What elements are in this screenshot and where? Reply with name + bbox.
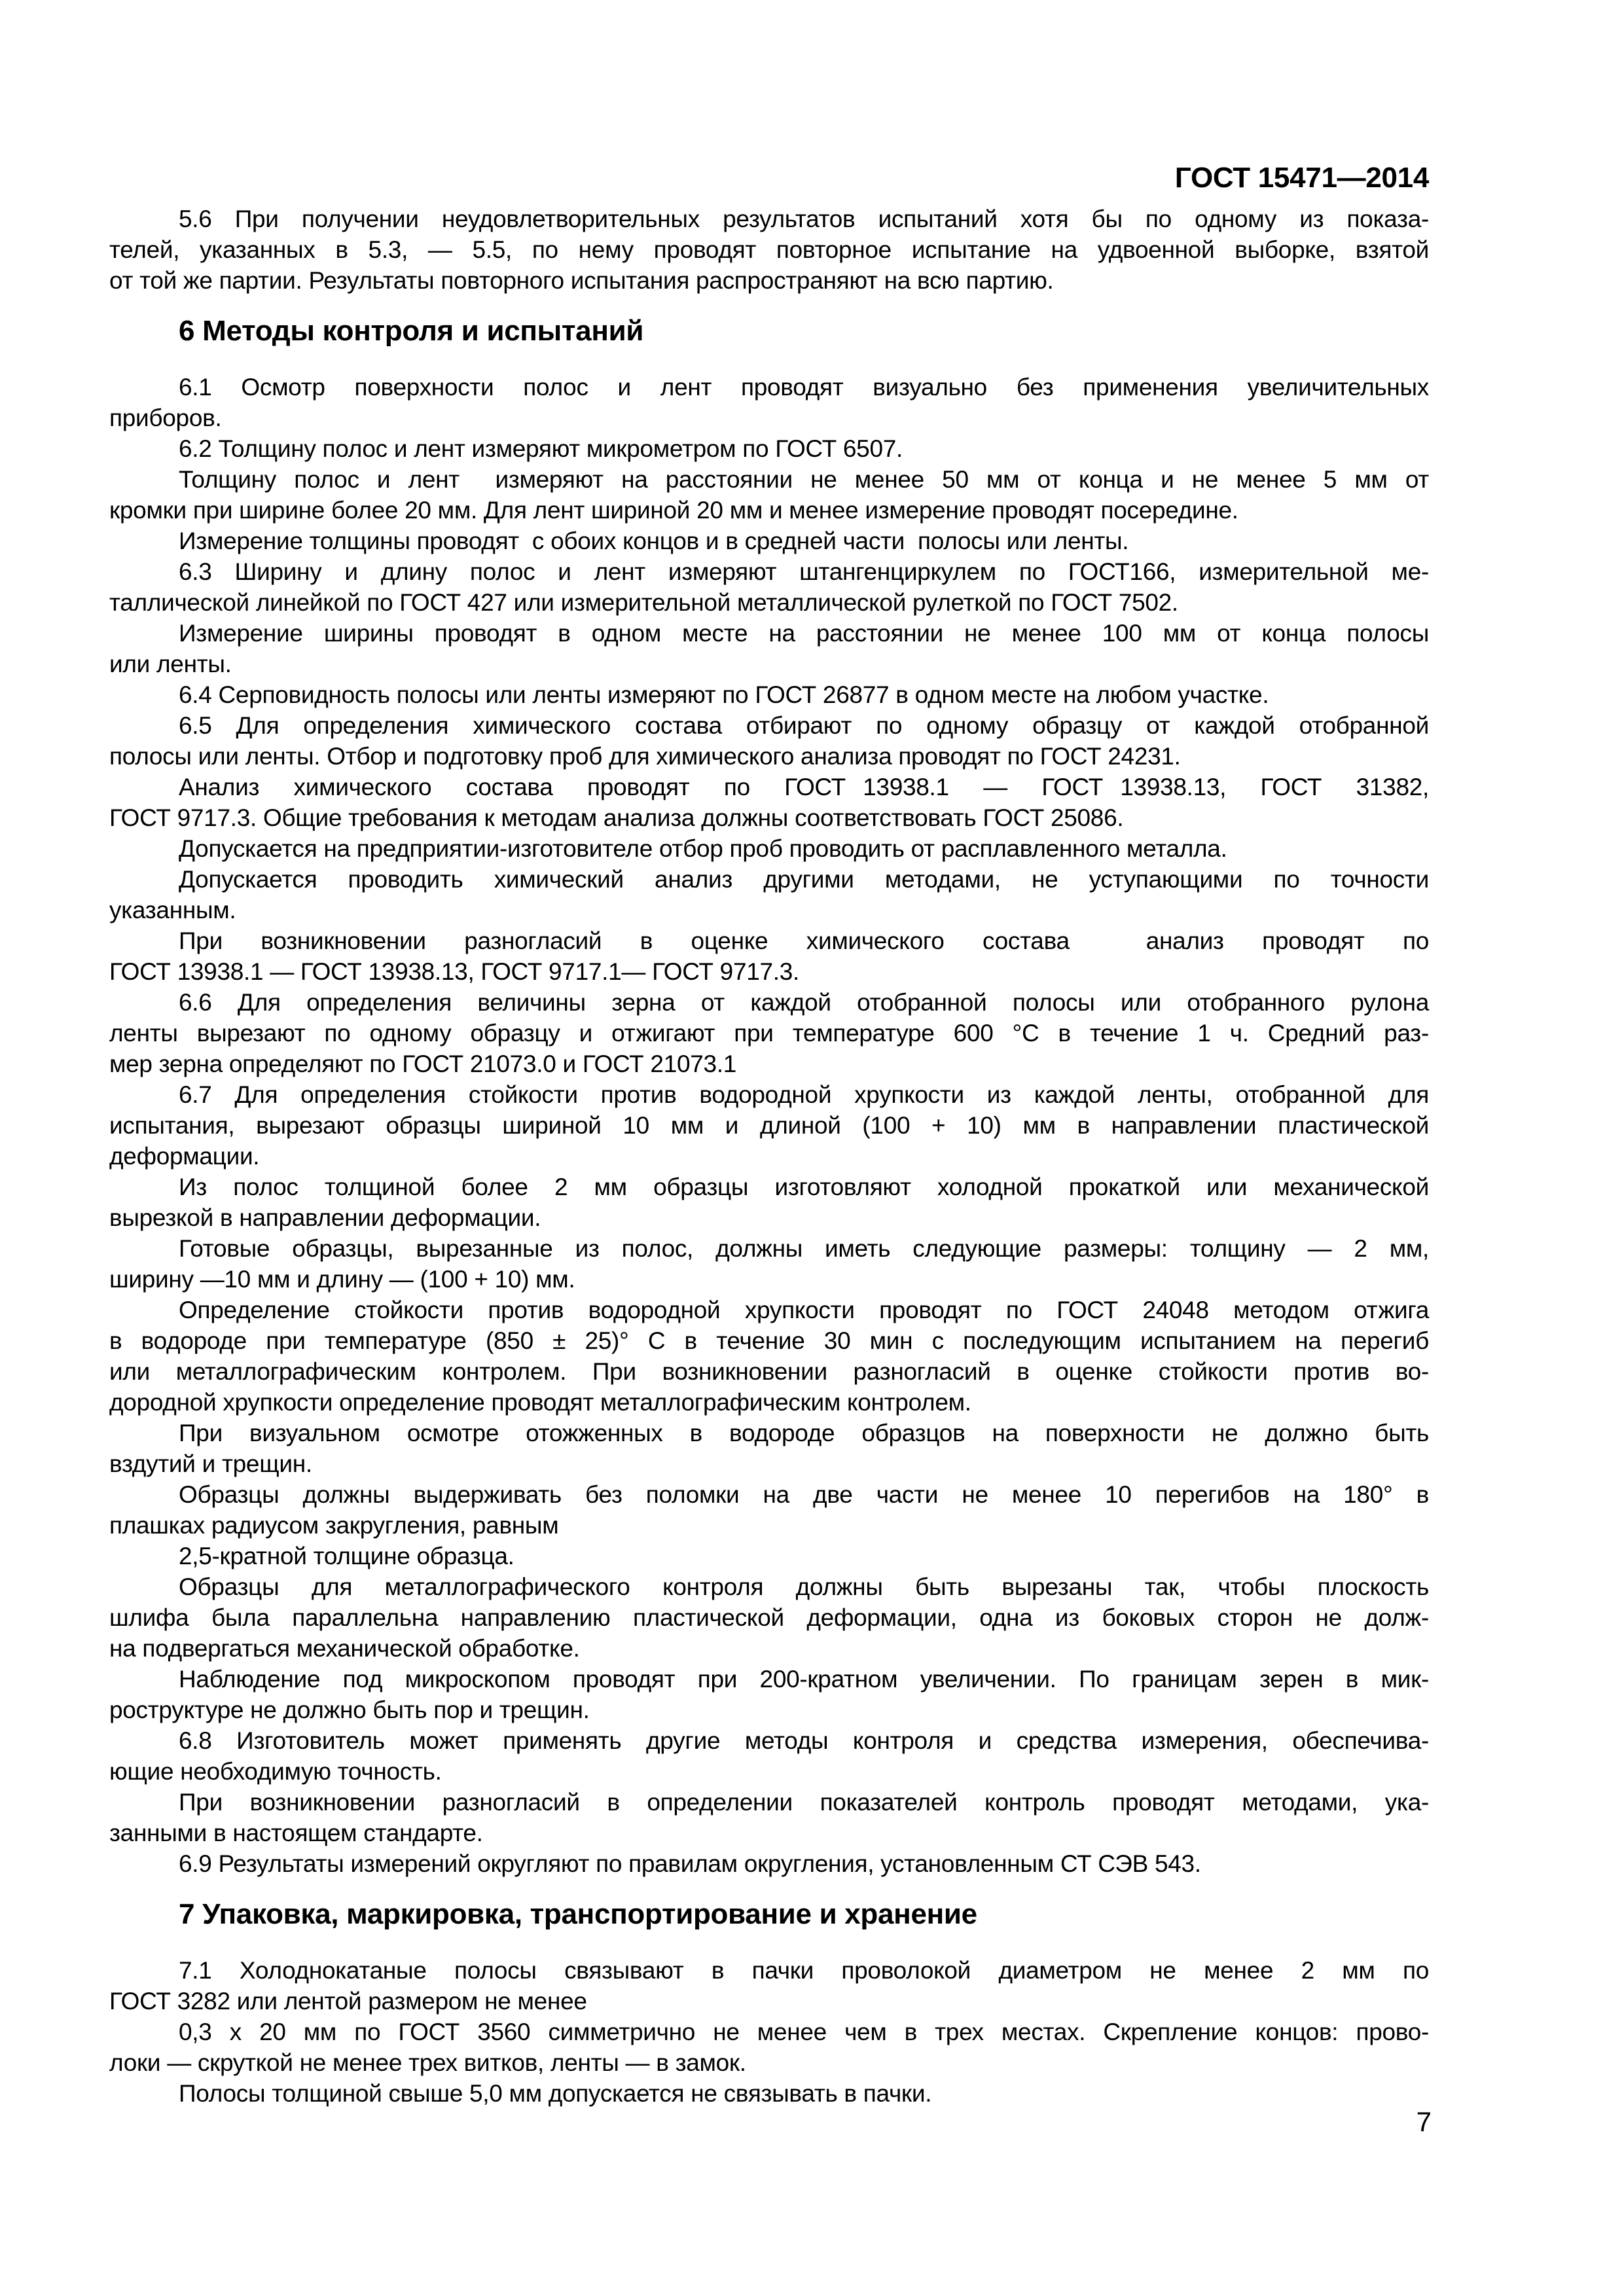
document-code-header: ГОСТ 15471—2014 bbox=[1174, 162, 1429, 194]
text-line: Измерение толщины проводят с обоих концов и в средней части полосы или ленты. bbox=[179, 528, 1129, 554]
paragraph bbox=[109, 1725, 1429, 1787]
paragraph bbox=[109, 1541, 1429, 1571]
text-line: 5.6 При получении неудовлетворительных результатов испытаний хотя бы по одному из показа- bbox=[179, 206, 1429, 232]
text-line: от той же партии. Результаты повторного испытания распространяют на всю партию. bbox=[109, 267, 1054, 294]
paragraph bbox=[109, 1079, 1429, 1172]
paragraph bbox=[109, 464, 1429, 526]
paragraph bbox=[109, 987, 1429, 1079]
text-line: 6.2 Толщину полос и лент измеряют микрометром по ГОСТ 6507. bbox=[179, 435, 903, 462]
text-line: занными в настоящем стандарте. bbox=[109, 1820, 483, 1846]
text-line: При возникновении разногласий в оценке химического состава анализ проводят по bbox=[179, 927, 1429, 954]
text-line: в водороде при температуре (850 ± 25)° С в течение 30 мин с последующим испытанием на перегиб bbox=[109, 1327, 1429, 1354]
text-line: 6.9 Результаты измерений округляют по правилам округления, установленным СТ СЭВ 543. bbox=[179, 1850, 1201, 1877]
text-line: 6.3 Ширину и длину полос и лент измеряют штангенциркулем по ГОСТ166, измерительной ме- bbox=[179, 558, 1429, 585]
paragraph bbox=[109, 833, 1429, 864]
text-line: локи — скруткой не менее трех витков, ленты — в замок. bbox=[109, 2049, 746, 2076]
text-line: Определение стойкости против водородной хрупкости проводят по ГОСТ 24048 методом отжига bbox=[179, 1297, 1429, 1323]
text-line: Анализ химического состава проводят по ГОСТ 13938.1 — ГОСТ 13938.13, ГОСТ 31382, bbox=[179, 774, 1429, 800]
text-line: ленты вырезают по одному образцу и отжигают при температуре 600 °С в течение 1 ч. Средний раз- bbox=[109, 1020, 1429, 1047]
text-line: испытания, вырезают образцы шириной 10 мм и длиной (100 + 10) мм в направлении пластической bbox=[109, 1112, 1429, 1139]
paragraph bbox=[109, 710, 1429, 772]
text-line: 2,5-кратной толщине образца. bbox=[179, 1543, 514, 1570]
text-line: полосы или ленты. Отбор и подготовку проб для химического анализа проводят по ГОСТ 24231. bbox=[109, 743, 1181, 770]
page-number: 7 bbox=[1416, 2106, 1432, 2137]
text-line: При возникновении разногласий в определении показателей контроль проводят методами, ука- bbox=[179, 1789, 1429, 1816]
text-line: Наблюдение под микроскопом проводят при 200-кратном увеличении. По границам зерен в мик- bbox=[179, 1666, 1429, 1693]
paragraph bbox=[109, 1955, 1429, 2017]
text-line: Измерение ширины проводят в одном месте на расстоянии не менее 100 мм от конца полосы bbox=[179, 620, 1429, 647]
text-line: плашках радиусом закругления, равным bbox=[109, 1512, 559, 1539]
paragraph bbox=[109, 772, 1429, 833]
text-line: 6.6 Для определения величины зерна от каждой отобранной полосы или отобранного рулона bbox=[179, 989, 1429, 1016]
page-content bbox=[109, 162, 1429, 2109]
text-line: Образцы для металлографического контроля должны быть вырезаны так, чтобы плоскость bbox=[179, 1573, 1429, 1600]
paragraph bbox=[109, 864, 1429, 925]
paragraph bbox=[109, 1295, 1429, 1418]
paragraph bbox=[109, 1418, 1429, 1479]
text-line: на подвергаться механической обработке. bbox=[109, 1635, 580, 1662]
paragraph bbox=[109, 372, 1429, 433]
paragraph bbox=[109, 433, 1429, 464]
section-heading bbox=[109, 313, 1429, 350]
text-line: 6 Методы контроля и испытаний bbox=[179, 315, 644, 347]
text-line: дородной хрупкости определение проводят металлографическим контролем. bbox=[109, 1389, 971, 1416]
text-line: Допускается проводить химический анализ другими методами, не уступающими по точности bbox=[179, 866, 1429, 893]
text-line: таллической линейкой по ГОСТ 427 или измерительной металлической рулеткой по ГОСТ 7502. bbox=[109, 589, 1178, 616]
text-line: Образцы должны выдерживать без поломки на две части не менее 10 перегибов на 180° в bbox=[179, 1481, 1429, 1508]
paragraph bbox=[109, 2078, 1429, 2109]
paragraph bbox=[109, 1787, 1429, 1848]
document-body bbox=[109, 204, 1429, 2109]
text-line: телей, указанных в 5.3, — 5.5, по нему проводят повторное испытание на удвоенной выборке, взятой bbox=[109, 236, 1429, 263]
text-line: 0,3 х 20 мм по ГОСТ 3560 симметрично не менее чем в трех местах. Скрепление концов: прово- bbox=[179, 2018, 1429, 2045]
text-line: 6.4 Серповидность полосы или ленты измеряют по ГОСТ 26877 в одном месте на любом участке. bbox=[179, 681, 1269, 708]
paragraph bbox=[109, 1848, 1429, 1879]
text-line: Допускается на предприятии-изготовителе отбор проб проводить от расплавленного металла. bbox=[179, 835, 1227, 862]
text-line: 6.1 Осмотр поверхности полос и лент проводят визуально без применения увеличительных bbox=[179, 374, 1429, 401]
text-line: указанным. bbox=[109, 897, 236, 924]
text-line: Полосы толщиной свыше 5,0 мм допускается не связывать в пачки. bbox=[179, 2080, 932, 2107]
paragraph bbox=[109, 1664, 1429, 1725]
paragraph bbox=[109, 618, 1429, 679]
paragraph bbox=[109, 556, 1429, 618]
paragraph bbox=[109, 204, 1429, 296]
text-line: или ленты. bbox=[109, 651, 232, 677]
text-line: 6.7 Для определения стойкости против водородной хрупкости из каждой ленты, отобранной для bbox=[179, 1081, 1429, 1108]
paragraph bbox=[109, 2017, 1429, 2078]
text-line: Готовые образцы, вырезанные из полос, должны иметь следующие размеры: толщину — 2 мм, bbox=[179, 1235, 1429, 1262]
text-line: кромки при ширине более 20 мм. Для лент шириной 20 мм и менее измерение проводят посередине. bbox=[109, 497, 1238, 524]
text-line: 7.1 Холоднокатаные полосы связывают в пачки проволокой диаметром не менее 2 мм по bbox=[179, 1957, 1429, 1984]
text-line: мер зерна определяют по ГОСТ 21073.0 и ГОСТ 21073.1 bbox=[109, 1050, 737, 1077]
paragraph bbox=[109, 1233, 1429, 1295]
text-line: вздутий и трещин. bbox=[109, 1450, 312, 1477]
text-line: ГОСТ 9717.3. Общие требования к методам анализа должны соответствовать ГОСТ 25086. bbox=[109, 804, 1124, 831]
text-line: деформации. bbox=[109, 1143, 260, 1170]
text-line: 6.8 Изготовитель может применять другие методы контроля и средства измерения, обеспечива- bbox=[179, 1727, 1429, 1754]
text-line: Толщину полос и лент измеряют на расстоянии не менее 50 мм от конца и не менее 5 мм от bbox=[179, 466, 1429, 493]
paragraph bbox=[109, 679, 1429, 710]
paragraph bbox=[109, 1172, 1429, 1233]
text-line: роструктуре не должно быть пор и трещин. bbox=[109, 1696, 590, 1723]
text-line: Из полос толщиной более 2 мм образцы изготовляют холодной прокаткой или механической bbox=[179, 1174, 1429, 1200]
text-line: приборов. bbox=[109, 404, 222, 431]
text-line: шлифа была параллельна направлению пластической деформации, одна из боковых сторон не долж- bbox=[109, 1604, 1429, 1631]
text-line: ГОСТ 13938.1 — ГОСТ 13938.13, ГОСТ 9717.1— ГОСТ 9717.3. bbox=[109, 958, 800, 985]
text-line: 7 Упаковка, маркировка, транспортирование и хранение bbox=[179, 1898, 977, 1930]
paragraph bbox=[109, 526, 1429, 556]
paragraph bbox=[109, 1479, 1429, 1541]
paragraph bbox=[109, 925, 1429, 987]
text-line: вырезкой в направлении деформации. bbox=[109, 1204, 541, 1231]
section-heading bbox=[109, 1896, 1429, 1933]
paragraph bbox=[109, 1571, 1429, 1664]
text-line: ющие необходимую точность. bbox=[109, 1758, 442, 1785]
text-line: 6.5 Для определения химического состава отбирают по одному образцу от каждой отобранной bbox=[179, 712, 1429, 739]
text-line: ширину —10 мм и длину — (100 + 10) мм. bbox=[109, 1266, 575, 1293]
text-line: ГОСТ 3282 или лентой размером не менее bbox=[109, 1988, 587, 2015]
text-line: При визуальном осмотре отожженных в водороде образцов на поверхности не должно быть bbox=[179, 1420, 1429, 1446]
text-line: или металлографическим контролем. При возникновении разногласий в оценке стойкости против во- bbox=[109, 1358, 1429, 1385]
